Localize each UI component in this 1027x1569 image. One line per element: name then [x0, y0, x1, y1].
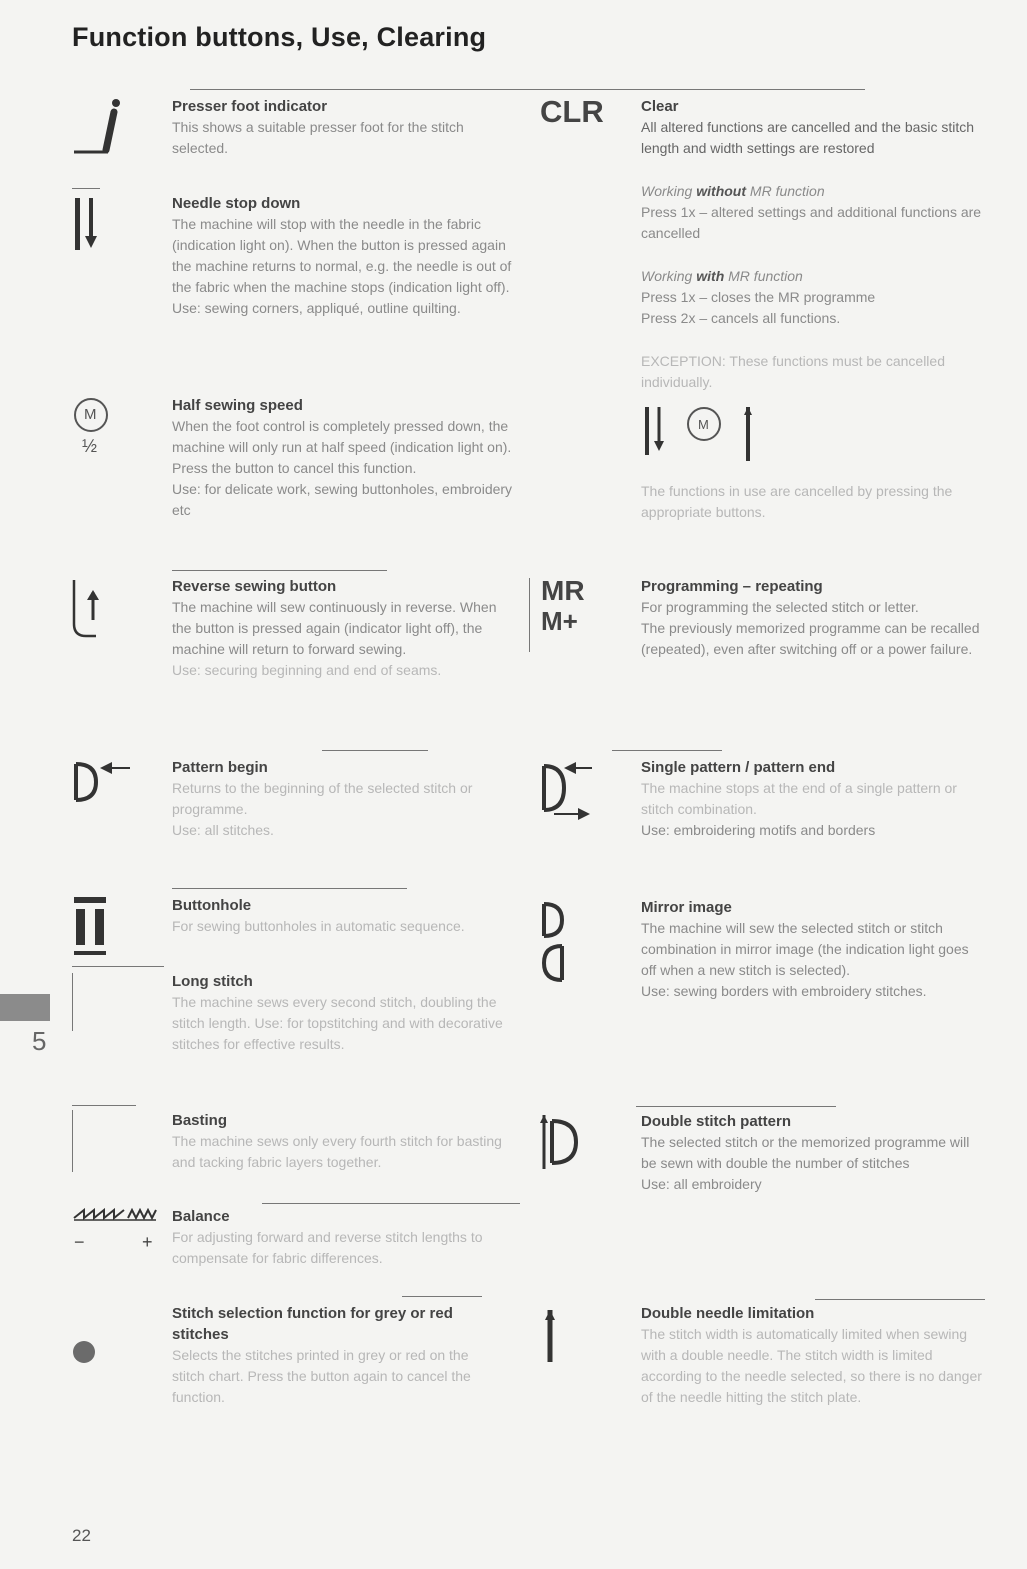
double-needle-entry — [641, 1303, 986, 1408]
double-needle-small-icon — [741, 405, 755, 463]
single-pattern-divider — [612, 750, 722, 751]
stitch-selection-title: Stitch selection function for grey or red stitches — [172, 1305, 453, 1343]
half-speed-entry — [172, 395, 517, 521]
mirror-image-icon — [540, 900, 568, 989]
clear-title: Clear — [641, 98, 679, 115]
page-number: 22 — [72, 1526, 91, 1545]
mirror-use: Use: sewing borders with embroidery stitches. — [641, 983, 927, 999]
double-stitch-entry — [641, 1111, 986, 1195]
clear-without-label: Working — [641, 183, 693, 199]
double-stitch-title: Double stitch pattern — [641, 1113, 792, 1130]
long-stitch-title: Long stitch — [172, 973, 253, 990]
long-stitch-divider — [72, 966, 164, 967]
stitch-selection-entry — [172, 1303, 502, 1408]
single-pattern-use: Use: embroidering motifs and borders — [641, 822, 876, 838]
programming-vertical-divider — [529, 578, 530, 652]
buttonhole-title: Buttonhole — [172, 897, 252, 914]
clear-functions-text: The functions in use are cancelled by pressing the appropriate buttons. — [641, 483, 953, 520]
buttonhole-entry — [172, 895, 517, 937]
long-stitch-text: The machine sews every second stitch, doubling the stitch length. Use: for topstitching and with decorative stitches for effective results. — [172, 994, 503, 1052]
half-speed-m-label: M — [84, 406, 97, 423]
half-speed-text: When the foot control is completely pressed down, the machine will only run at half speed (indication light on). Press the button to cancel this function. — [172, 418, 512, 476]
m-plus-icon: M+ — [541, 606, 578, 636]
needle-stop-small-icon — [643, 405, 671, 459]
pattern-begin-title: Pattern begin — [172, 759, 268, 776]
balance-title: Balance — [172, 1208, 230, 1225]
mirror-entry — [641, 897, 986, 1002]
needle-stop-down-icon — [72, 196, 112, 259]
pattern-begin-divider — [322, 750, 428, 751]
pattern-begin-text: Returns to the beginning of the selected stitch or programme. — [172, 780, 473, 817]
clear-with-label2: MR function — [728, 268, 803, 284]
double-needle-divider — [815, 1299, 985, 1300]
half-speed-fraction: ½ — [82, 436, 98, 456]
single-pattern-icon — [540, 758, 596, 827]
mirror-title: Mirror image — [641, 899, 732, 916]
double-needle-text: The stitch width is automatically limited when sewing with a double needle. The stitch width is limited according to the needle selected, so there is no danger of the needle hitting the stitch plate. — [641, 1326, 982, 1405]
basting-text: The machine sews only every fourth stitch for basting and tacking fabric layers together. — [172, 1133, 502, 1170]
clear-without-bold: without — [696, 183, 747, 199]
reverse-title: Reverse sewing button — [172, 578, 337, 595]
stitch-selection-divider — [402, 1296, 482, 1297]
page-title: Function buttons, Use, Clearing — [72, 22, 487, 52]
long-stitch-icon — [72, 973, 73, 1031]
programming-title: Programming – repeating — [641, 578, 823, 595]
clear-with-text1: Press 1x – closes the MR programme — [641, 289, 876, 305]
clear-without-label2: MR function — [749, 183, 825, 199]
pattern-begin-entry — [172, 757, 517, 841]
double-stitch-divider — [636, 1106, 836, 1107]
presser-foot-title: Presser foot indicator — [172, 98, 328, 115]
needle-stop-title: Needle stop down — [172, 195, 301, 212]
chapter-tab-marker — [0, 994, 50, 1021]
clear-exception-icons — [641, 403, 986, 475]
clear-with-bold: with — [696, 268, 725, 284]
programming-text1: For programming the selected stitch or letter. — [641, 599, 919, 615]
clear-with-heading — [641, 266, 986, 287]
clear-entry — [641, 96, 986, 523]
half-speed-title: Half sewing speed — [172, 397, 303, 414]
needle-stop-divider — [72, 188, 100, 189]
double-stitch-use: Use: all embroidery — [641, 1176, 762, 1192]
buttonhole-divider — [172, 888, 407, 889]
stitch-selection-text: Selects the stitches printed in grey or red on the stitch chart. Press the button again to cancel the function. — [172, 1347, 471, 1405]
double-needle-title: Double needle limitation — [641, 1305, 815, 1322]
balance-entry — [172, 1206, 517, 1269]
basting-title: Basting — [172, 1112, 228, 1129]
half-speed-icon — [72, 396, 116, 456]
chapter-tab-number: 5 — [32, 1026, 47, 1056]
needle-stop-text: The machine will stop with the needle in the fabric (indication light on). When the button is pressed again the machine returns to normal, e.g. the needle is out of the fabric when the machine stops (indication light off). Use: sewing corners, appliqué, outline quilting. — [172, 216, 512, 316]
reverse-sewing-icon — [70, 578, 110, 647]
clear-with-text2: Press 2x – cancels all functions. — [641, 310, 841, 326]
mirror-text: The machine will sew the selected stitch or stitch combination in mirror image (the indication light goes off when a new stitch is selected). — [641, 920, 969, 978]
balance-minus-label: − — [74, 1232, 85, 1252]
balance-divider — [262, 1203, 520, 1204]
presser-foot-entry — [172, 96, 517, 159]
half-speed-small-m: M — [698, 417, 709, 432]
balance-plus-label: + — [142, 1232, 153, 1252]
clr-icon: CLR — [540, 94, 604, 129]
reverse-divider — [172, 570, 387, 571]
programming-entry — [641, 576, 986, 660]
reverse-text: The machine will sew continuously in reverse. When the button is pressed again (indicator light off), the machine will return to forward sewing. — [172, 599, 497, 657]
presser-foot-icon — [72, 96, 128, 163]
reverse-entry — [172, 576, 517, 681]
mr-icon: MR — [541, 575, 585, 606]
clear-with-label: Working — [641, 268, 693, 284]
single-pattern-entry — [641, 757, 986, 841]
presser-foot-text: This shows a suitable presser foot for the stitch selected. — [172, 119, 464, 156]
balance-icon — [72, 1208, 158, 1252]
single-pattern-text: The machine stops at the end of a single pattern or stitch combination. — [641, 780, 957, 817]
single-pattern-title: Single pattern / pattern end — [641, 759, 836, 776]
clear-without-heading — [641, 181, 986, 202]
basting-entry — [172, 1110, 517, 1173]
clear-exception: EXCEPTION: These functions must be cancelled individually. — [641, 353, 945, 390]
clear-text: All altered functions are cancelled and the basic stitch length and width settings are restored — [641, 119, 975, 156]
buttonhole-icon — [72, 895, 108, 962]
balance-text: For adjusting forward and reverse stitch lengths to compensate for fabric differences. — [172, 1229, 483, 1266]
long-stitch-entry — [172, 971, 517, 1055]
stitch-selection-dot-icon — [72, 1340, 96, 1369]
programming-text2: The previously memorized programme can be recalled (repeated), even after switching off or a power failure. — [641, 620, 980, 657]
clear-without-text: Press 1x – altered settings and additional functions are cancelled — [641, 204, 982, 241]
double-stitch-text: The selected stitch or the memorized programme will be sewn with double the number of stitches — [641, 1134, 970, 1171]
pattern-begin-use: Use: all stitches. — [172, 822, 274, 838]
double-needle-icon — [543, 1308, 557, 1369]
basting-divider — [72, 1105, 136, 1106]
needle-stop-entry — [172, 193, 517, 319]
basting-icon — [72, 1110, 73, 1172]
reverse-use: Use: securing beginning and end of seams. — [172, 662, 442, 678]
pattern-begin-icon — [72, 758, 134, 811]
buttonhole-text: For sewing buttonholes in automatic sequence. — [172, 918, 465, 934]
double-stitch-icon — [540, 1113, 584, 1176]
top-divider — [190, 89, 865, 90]
half-speed-use: Use: for delicate work, sewing buttonholes, embroidery etc — [172, 481, 513, 518]
